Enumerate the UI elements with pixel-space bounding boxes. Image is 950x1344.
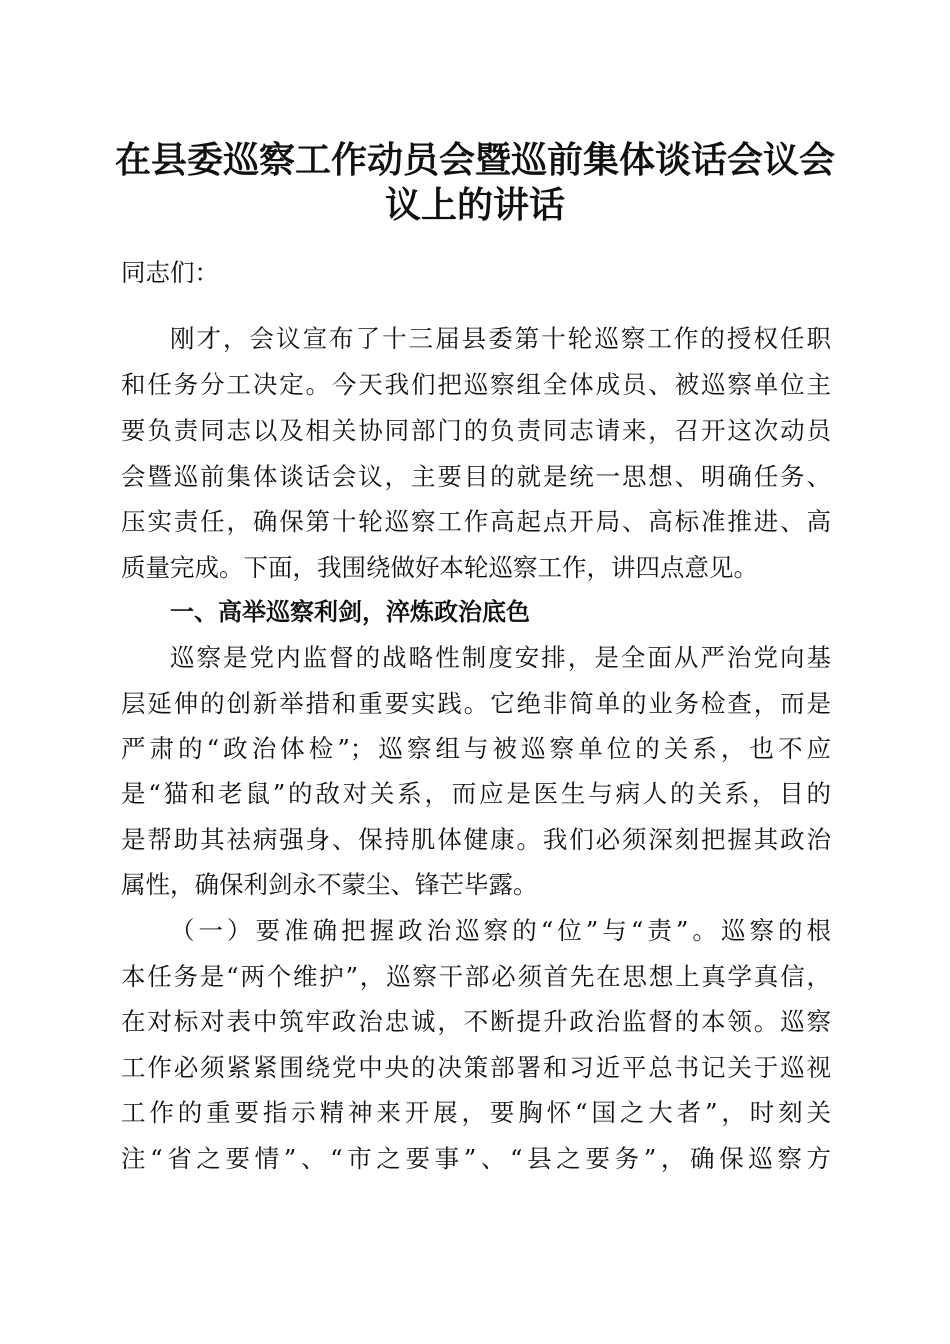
salutation: 同志们： (121, 258, 219, 287)
paragraph-line: 是“猫和老鼠”的敌对关系，而应是医生与病人的关系，目的 (121, 779, 831, 808)
document-title-line-2: 议上的讲话 (384, 184, 565, 226)
paragraph-line: 严肃的“政治体检”；巡察组与被巡察单位的关系，也不应 (121, 734, 831, 763)
paragraph-line: 层延伸的创新举措和重要实践。它绝非简单的业务检查，而是 (121, 689, 831, 718)
paragraph-line: 要负责同志以及相关协同部门的负责同志请来，召开这次动员 (121, 416, 831, 445)
paragraph-line: 本任务是“两个维护”，巡察干部必须首先在思想上真学真信， (121, 962, 831, 991)
paragraph-line: 和任务分工决定。今天我们把巡察组全体成员、被巡察单位主 (121, 370, 831, 399)
paragraph-line: 质量完成。下面，我围绕做好本轮巡察工作，讲四点意见。 (121, 553, 758, 582)
paragraph-line: 是帮助其祛病强身、保持肌体健康。我们必须深刻把握其政治 (121, 825, 831, 854)
subsection-line: （一）要准确把握政治巡察的“位”与“责”。巡察的根 (170, 916, 831, 945)
document-title-line-1: 在县委巡察工作动员会暨巡前集体谈话会议会 (114, 139, 835, 181)
paragraph-line: 工作必须紧紧围绕党中央的决策部署和习近平总书记关于巡视 (121, 1053, 831, 1082)
section-heading: 一、高举巡察利剑，淬炼政治底色 (170, 598, 530, 626)
paragraph-line: 注“省之要情”、“市之要事”、“县之要务”，确保巡察方 (121, 1144, 831, 1173)
paragraph-line: 巡察是党内监督的战略性制度安排，是全面从严治党向基 (170, 643, 831, 672)
paragraph-line: 属性，确保利剑永不蒙尘、锋芒毕露。 (121, 870, 538, 899)
paragraph-line: 刚才，会议宣布了十三届县委第十轮巡察工作的授权任职 (170, 324, 831, 353)
paragraph-line: 压实责任，确保第十轮巡察工作高起点开局、高标准推进、高 (121, 507, 831, 536)
paragraph-line: 在对标对表中筑牢政治忠诚，不断提升政治监督的本领。巡察 (121, 1007, 831, 1036)
paragraph-line: 工作的重要指示精神来开展，要胸怀“国之大者”，时刻关 (121, 1098, 831, 1127)
paragraph-line: 会暨巡前集体谈话会议，主要目的就是统一思想、明确任务、 (121, 462, 831, 491)
